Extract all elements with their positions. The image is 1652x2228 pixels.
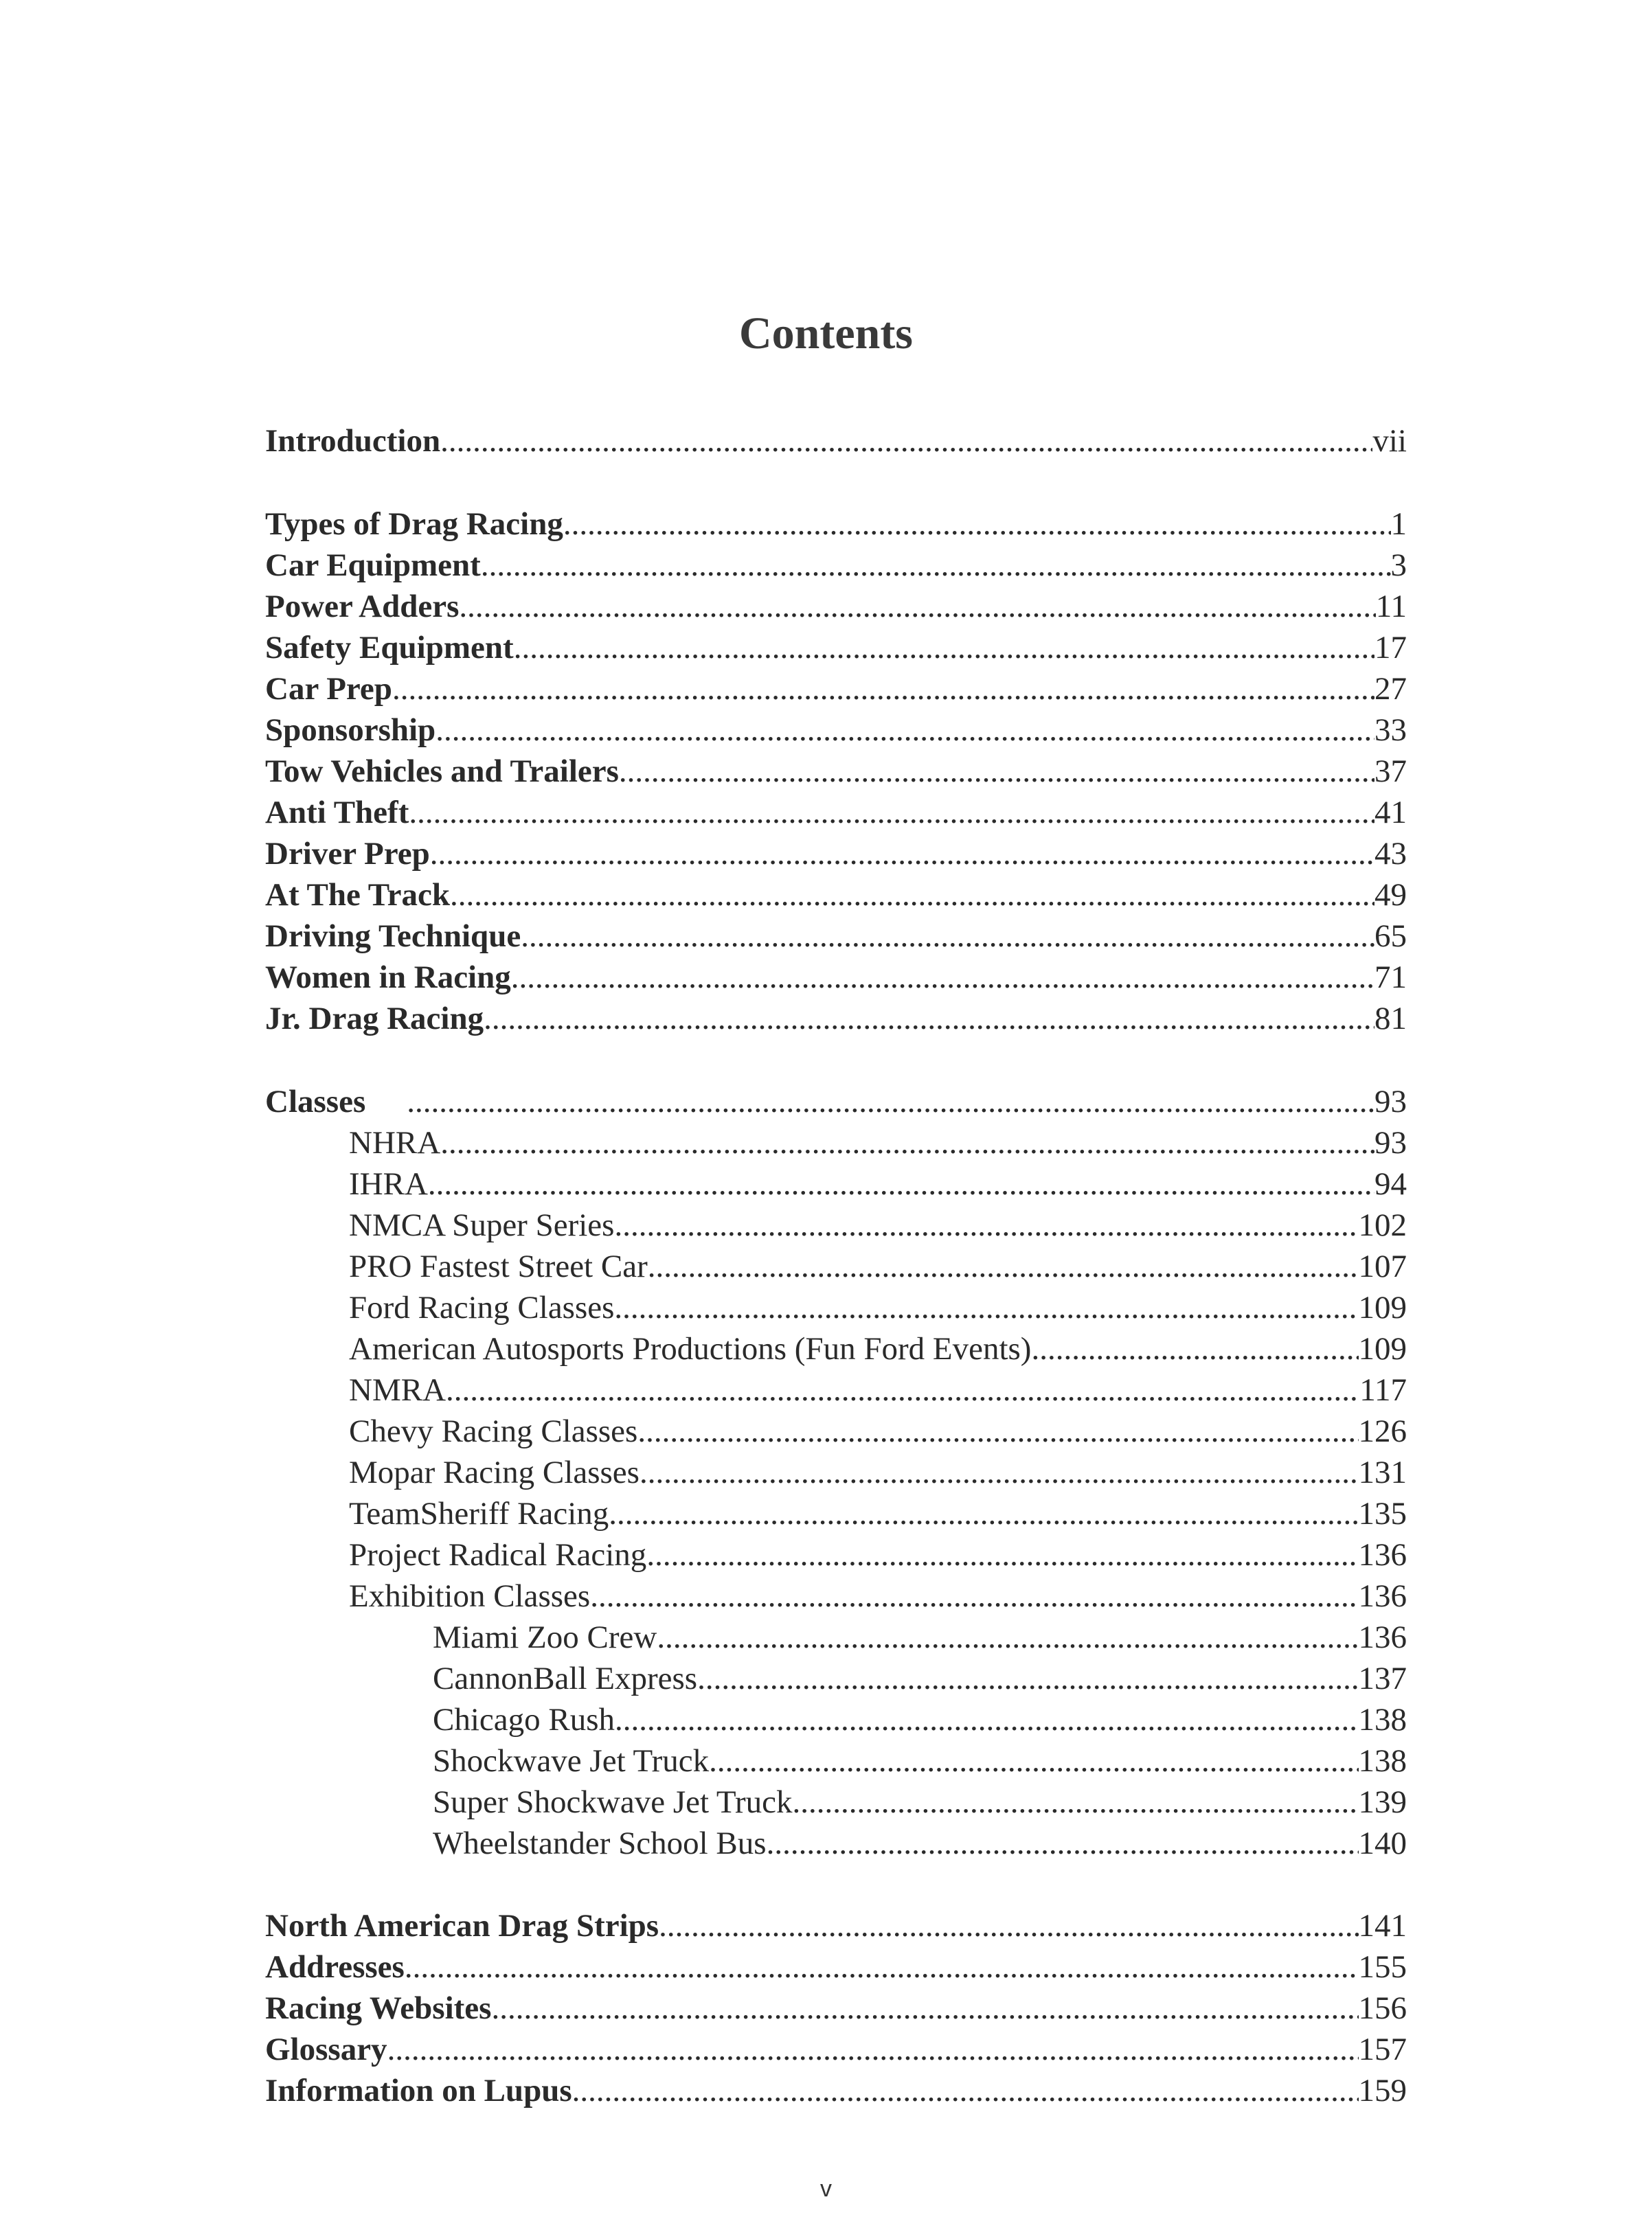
dot-leader — [491, 1988, 1358, 2029]
toc-entry-page: 11 — [1375, 589, 1407, 624]
toc-entry-page: 3 — [1390, 547, 1407, 583]
toc-entry-page: 155 — [1358, 1949, 1407, 1985]
dot-leader — [409, 792, 1374, 833]
dot-leader — [407, 1081, 1374, 1122]
dot-leader — [609, 1493, 1358, 1534]
toc-entry-page: 117 — [1359, 1372, 1407, 1408]
toc-entry-label: Miami Zoo Crew — [433, 1619, 657, 1655]
toc-entry-page: 138 — [1358, 1743, 1407, 1779]
toc-entry-back[interactable] — [265, 2029, 1407, 2070]
page-title: Contents — [738, 308, 913, 359]
dot-leader — [563, 503, 1391, 545]
toc-entry-label: NMRA — [349, 1372, 446, 1408]
toc-entry-page: vii — [1372, 423, 1407, 459]
toc-entry-label: Car Prep — [265, 671, 392, 707]
toc-entry-label: NMCA Super Series — [349, 1207, 615, 1243]
dot-leader — [614, 1287, 1358, 1328]
dot-leader — [405, 1946, 1359, 1988]
toc-entry-page: 131 — [1358, 1455, 1407, 1490]
toc-entry-page: 136 — [1358, 1537, 1407, 1573]
dot-leader — [481, 545, 1391, 586]
toc-entry-page: 141 — [1358, 1908, 1407, 1944]
toc-entry-page: 159 — [1358, 2073, 1407, 2108]
page-number: v — [820, 2176, 832, 2202]
toc-entry-label: Exhibition Classes — [349, 1578, 591, 1614]
toc-entry-label: American Autosports Productions (Fun Ford Events) — [349, 1331, 1032, 1367]
toc-entry-page: 136 — [1358, 1619, 1407, 1655]
toc-entry-label: Project Radical Racing — [349, 1537, 647, 1573]
toc-entry-class[interactable] — [349, 1452, 1407, 1493]
toc-entry-label: Racing Websites — [265, 1990, 492, 2026]
toc-entry-class[interactable] — [349, 1493, 1407, 1534]
dot-leader — [767, 1823, 1359, 1864]
toc-entry-page: 93 — [1374, 1084, 1407, 1119]
toc-entry-back[interactable] — [265, 1988, 1407, 2029]
dot-leader — [521, 916, 1374, 957]
toc-entry-label: PRO Fastest Street Car — [349, 1249, 648, 1284]
toc-entry-exhibition[interactable] — [433, 1740, 1407, 1782]
toc-entry-label: Introduction — [265, 423, 441, 459]
toc-entry-label: Power Adders — [265, 589, 460, 624]
toc-entry-page: 135 — [1358, 1496, 1407, 1532]
toc-entry-label: Sponsorship — [265, 712, 436, 748]
toc-entry-class[interactable] — [349, 1122, 1407, 1163]
toc-entry-page: 109 — [1358, 1290, 1407, 1326]
dot-leader — [514, 627, 1374, 668]
dot-leader — [387, 2029, 1359, 2070]
toc-entry-class[interactable] — [349, 1205, 1407, 1246]
toc-entry-label: Driving Technique — [265, 918, 521, 954]
toc-entry-page: 37 — [1374, 753, 1407, 789]
toc-entry-page: 139 — [1358, 1784, 1407, 1820]
dot-leader — [614, 1205, 1358, 1246]
toc-entry-page: 43 — [1374, 836, 1407, 872]
toc-entry-page: 65 — [1374, 918, 1407, 954]
toc-entry-page: 81 — [1374, 1001, 1407, 1036]
toc-entry-chapter[interactable] — [265, 874, 1407, 916]
toc-entry-class[interactable] — [349, 1411, 1407, 1452]
toc-entry-page: 138 — [1358, 1702, 1407, 1738]
toc-entry-label: Car Equipment — [265, 547, 481, 583]
dot-leader — [1031, 1328, 1358, 1369]
toc-entry-back[interactable] — [265, 1946, 1407, 1988]
toc-entry-chapter[interactable] — [265, 627, 1407, 668]
dot-leader — [657, 1617, 1358, 1658]
toc-entry-chapter[interactable] — [265, 833, 1407, 874]
toc-entry-page: 136 — [1358, 1578, 1407, 1614]
dot-leader — [440, 1122, 1374, 1163]
toc-entry-class[interactable] — [349, 1576, 1407, 1617]
toc-entry-label: Ford Racing Classes — [349, 1290, 615, 1326]
dot-leader — [697, 1658, 1358, 1699]
toc-entry-class[interactable] — [349, 1534, 1407, 1576]
toc-entry-label: Driver Prep — [265, 836, 430, 872]
toc-entry-label: Mopar Racing Classes — [349, 1455, 640, 1490]
toc-entry-back[interactable] — [265, 1905, 1407, 1946]
dot-leader — [615, 1699, 1358, 1740]
dot-leader — [428, 1163, 1374, 1205]
dot-leader — [646, 1534, 1358, 1576]
dot-leader — [446, 1369, 1359, 1411]
toc-entry-chapter[interactable] — [265, 709, 1407, 751]
toc-entry-chapter[interactable] — [265, 998, 1407, 1039]
toc-entry-label: Jr. Drag Racing — [265, 1001, 484, 1036]
dot-leader — [392, 668, 1374, 709]
toc-entry-page: 109 — [1358, 1331, 1407, 1367]
toc-entry-exhibition[interactable] — [433, 1782, 1407, 1823]
toc-entry-page: 156 — [1358, 1990, 1407, 2026]
toc-entry-chapter[interactable] — [265, 503, 1407, 545]
dot-leader — [709, 1740, 1358, 1782]
toc-entry-label: Wheelstander School Bus — [433, 1826, 767, 1861]
toc-entry-class[interactable] — [349, 1369, 1407, 1411]
dot-leader — [640, 1452, 1359, 1493]
dot-leader — [511, 957, 1374, 998]
toc-entry-label: Super Shockwave Jet Truck — [433, 1784, 793, 1820]
dot-leader — [793, 1782, 1359, 1823]
toc-entry-label: Classes — [265, 1084, 366, 1119]
toc-entry-label: North American Drag Strips — [265, 1908, 659, 1944]
dot-leader — [637, 1411, 1358, 1452]
dot-leader — [619, 751, 1374, 792]
dot-leader — [440, 420, 1372, 462]
toc-entry-page: 71 — [1374, 959, 1407, 995]
toc-entry-exhibition[interactable] — [433, 1617, 1407, 1658]
toc-entry-page: 126 — [1358, 1413, 1407, 1449]
dot-leader — [430, 833, 1374, 874]
dot-leader — [572, 2070, 1359, 2111]
toc-entry-page: 94 — [1374, 1166, 1407, 1202]
toc-entry-label: Anti Theft — [265, 795, 409, 830]
toc-entry-class[interactable] — [349, 1163, 1407, 1205]
toc-entry-page: 157 — [1358, 2032, 1407, 2067]
toc-entry-page: 41 — [1374, 795, 1407, 830]
toc-entry-exhibition[interactable] — [433, 1699, 1407, 1740]
toc-entry-page: 1 — [1390, 506, 1407, 542]
toc-entry-label: Glossary — [265, 2032, 387, 2067]
toc-entry-exhibition[interactable] — [433, 1658, 1407, 1699]
dot-leader — [450, 874, 1374, 916]
dot-leader — [590, 1576, 1358, 1617]
toc-entry-chapter[interactable] — [265, 792, 1407, 833]
toc-entry-label: TeamSheriff Racing — [349, 1496, 609, 1532]
dot-leader — [484, 998, 1374, 1039]
toc-entry-chapter[interactable] — [265, 751, 1407, 792]
toc-entry-chapter[interactable] — [265, 545, 1407, 586]
toc-entry-label: Addresses — [265, 1949, 405, 1985]
toc-entry-label: Safety Equipment — [265, 630, 514, 666]
dot-leader — [659, 1905, 1358, 1946]
toc-entry-chapter[interactable] — [265, 668, 1407, 709]
toc-entry-label: NHRA — [349, 1125, 441, 1161]
toc-entry-page: 33 — [1374, 712, 1407, 748]
toc-entry-label: Information on Lupus — [265, 2073, 572, 2108]
toc-entry-label: Chevy Racing Classes — [349, 1413, 638, 1449]
toc-entry-label: Chicago Rush — [433, 1702, 615, 1738]
toc-entry-class[interactable] — [349, 1328, 1407, 1369]
toc-entry-chapter[interactable] — [265, 586, 1407, 627]
toc-entry-label: At The Track — [265, 877, 450, 913]
toc-entry-label: Women in Racing — [265, 959, 511, 995]
toc-entry-label: CannonBall Express — [433, 1661, 698, 1696]
toc-entry-classes[interactable] — [265, 1081, 1407, 1122]
toc-entry-chapter[interactable] — [265, 916, 1407, 957]
toc-entry-label: Types of Drag Racing — [265, 506, 563, 542]
toc-entry-class[interactable] — [349, 1246, 1407, 1287]
dot-leader — [648, 1246, 1359, 1287]
toc-entry-chapter[interactable] — [265, 957, 1407, 998]
toc-entry-page: 49 — [1374, 877, 1407, 913]
toc-entry-page: 102 — [1358, 1207, 1407, 1243]
toc-entry-page: 107 — [1358, 1249, 1407, 1284]
dot-leader — [435, 709, 1374, 751]
toc-entry-back[interactable] — [265, 2070, 1407, 2111]
toc-entry-exhibition[interactable] — [433, 1823, 1407, 1864]
toc-entry-page: 27 — [1374, 671, 1407, 707]
toc-entry-page: 93 — [1374, 1125, 1407, 1161]
toc-entry-page: 17 — [1374, 630, 1407, 666]
toc-entry-label: Shockwave Jet Truck — [433, 1743, 710, 1779]
toc-entry-page: 140 — [1358, 1826, 1407, 1861]
toc-entry-label: Tow Vehicles and Trailers — [265, 753, 619, 789]
toc-entry-introduction[interactable] — [265, 420, 1407, 462]
toc-entry-label: IHRA — [349, 1166, 428, 1202]
toc-entry-page: 137 — [1358, 1661, 1407, 1696]
dot-leader — [459, 586, 1375, 627]
toc-entry-class[interactable] — [349, 1287, 1407, 1328]
